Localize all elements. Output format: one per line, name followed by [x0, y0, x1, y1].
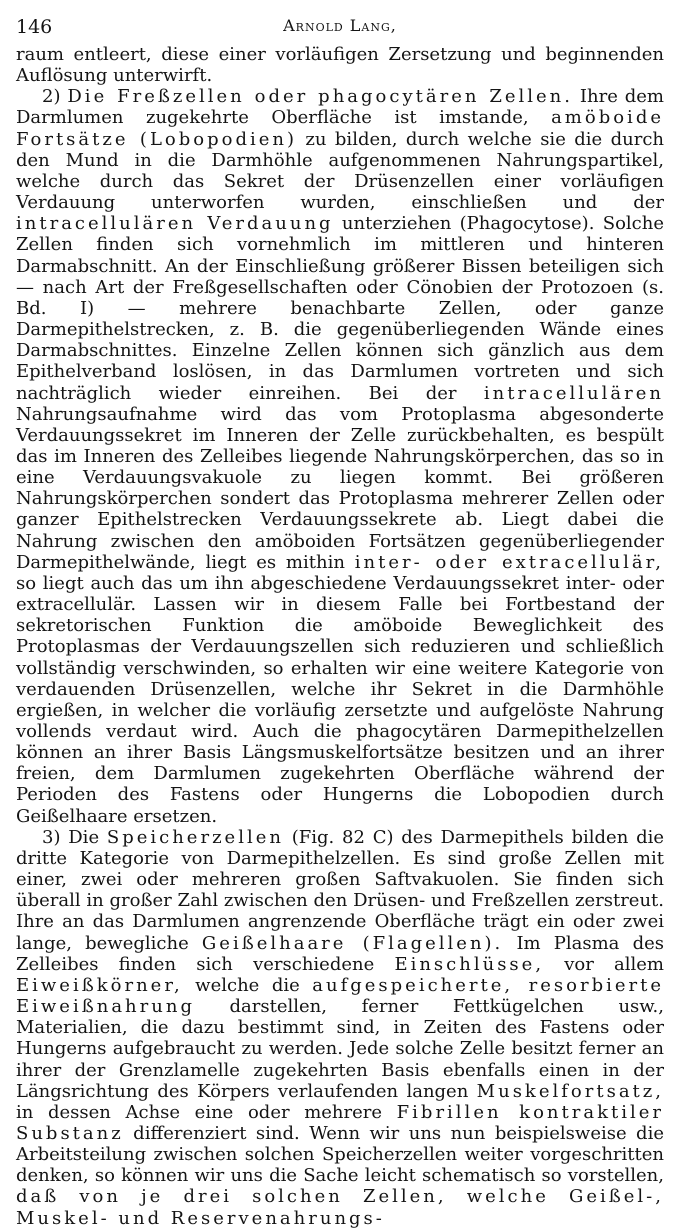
- spaced-emphasis-text: Eiweißkörner,: [16, 974, 183, 996]
- paragraph-text: so liegt auch das um ihn abgeschiedene Verdauungssekret inter- oder extracellulär. Lassen wir in diesem Falle bei Fortbestand der sekretorischen Funktion die amöboide Beweglichkeit des Protoplasmas der Verdauungszellen sich reduzieren und schließlich vollständig verschwinden, so erhalten wir eine weitere Kategorie von verdauenden Drüsenzellen, welche ihr Sekret in die Darmhöhle ergießen, in welcher die vorläufig zersetzte und aufgelöste Nahrung vollends verdaut wird. Auch die phagocytären Darmepithelzellen können an ihrer Basis Längsmuskelfortsätze besitzen und an ihrer freien, dem Darmlumen zugekehrten Oberfläche während der Perioden des Fastens oder Hungerns die Lobopodien durch Geißelhaare ersetzen.: [16, 572, 664, 827]
- paragraph-text: 2): [42, 86, 68, 108]
- paragraph-text: Nahrungsaufnahme wird das vom Protoplasma abgesonderte Verdauungssekret im Inneren der Zelle zurückbehalten, es bespült das im Inneren des Zelleibes liegende Nahrungskörperchen, das so in eine Verdauungsvakuole zu liegen kommt. Bei größeren Nahrungskörperchen sondert das Protoplasma mehrerer Zellen oder ganzer Epithelstrecken Verdauungssekrete ab. Liegt dabei die Nahrung zwischen den amöboiden Fortsätzen gegenüberliegender Darmepithelwände, liegt es mithin: [16, 403, 664, 573]
- paragraph-text: raum entleert, diese einer vorläufigen Zersetzung und beginnenden Auflösung unterwirft.: [16, 44, 664, 87]
- spaced-emphasis-text: Speicherzellen: [106, 826, 284, 848]
- paragraph-text: zu bilden, durch welche sie die durch den Mund in die Darmhöhle aufgenommenen Nahrungspartikel, welche durch das Sekret der Drüsenzellen einer vorläufigen Verdauung unterworfen wurden, einschließen und der: [16, 128, 664, 214]
- spaced-emphasis-text: Fibrillen kontraktiler Substanz: [16, 1101, 665, 1144]
- body-text: [16, 44, 664, 1229]
- paragraph-text: Im Plasma des Zelleibes finden sich verschiedene: [16, 932, 664, 975]
- paragraph-text: Ihre dem Darmlumen zugekehrte Oberfläche ist imstande,: [16, 86, 664, 129]
- running-head: [16, 14, 664, 44]
- paragraph-text: welche die: [182, 974, 313, 996]
- paragraph-text: (Fig. 82 C) des Darmepithels bilden die dritte Kategorie von Darmepithelzellen. Es sind große Zellen mit einer, zwei oder mehreren großen Saftvakuolen. Sie finden sich überall in großer Zahl zwischen den Drüsen- und Freßzellen zerstreut. Ihre an das Darmlumen angrenzende Oberfläche trägt ein oder zwei lange, bewegliche: [16, 826, 664, 954]
- spaced-emphasis-text: inter- oder extracellulär,: [354, 551, 664, 573]
- spaced-emphasis-text: Muskelfortsatz,: [476, 1080, 664, 1102]
- paragraph-text: in dessen Achse eine oder mehrere: [16, 1101, 397, 1123]
- spaced-emphasis-text: Geißelhaare (Flagellen).: [201, 932, 504, 954]
- spaced-emphasis-text: Einschlüsse,: [394, 953, 545, 975]
- paragraph: [16, 827, 664, 1229]
- running-head-author: Arnold Lang,: [283, 16, 397, 35]
- page-number: 146: [16, 16, 53, 38]
- paragraph-text: vor allem: [544, 953, 664, 975]
- paragraph: [16, 86, 664, 826]
- paragraph-text: darstellen, ferner Fettkügelchen usw., Materialien, die dazu bestimmt sind, in Zeiten des Fastens oder Hungerns aufgebraucht zu werden. Jede solche Zelle besitzt ferner an ihrer der Grenzlamelle zugekehrten Basis ebenfalls einen in der Längsrichtung des Körpers verlaufenden langen: [16, 996, 664, 1102]
- paragraph-text: 3) Die: [42, 826, 107, 848]
- spaced-emphasis-text: aufgespeicherte, resorbierte Eiweißnahrung: [16, 974, 664, 1018]
- paragraph: [16, 44, 664, 86]
- spaced-emphasis-text: Die Freßzellen oder phagocytären Zellen.: [67, 86, 573, 108]
- spaced-emphasis-text: daß von je drei solchen Zellen, welche Geißel-, Muskel- und Reservenahrungs-: [16, 1186, 664, 1229]
- paragraph-text: unterziehen (Phagocytose). Solche Zellen finden sich vornehmlich im mittleren und hinteren Darmabschnitt. An der Einschließung größerer Bissen beteiligen sich — nach Art der Freßgesellschaften oder Cönobien der Protozoen (s. Bd. I) — mehrere benachbarte Zellen, oder ganze Darmepithelstrecken, z. B. die gegenüberliegenden Wände eines Darmabschnittes. Einzelne Zellen können sich gänzlich aus dem Epithelverband loslösen, in das Darmlumen vortreten und sich nachträglich wieder einreihen. Bei der: [16, 213, 665, 404]
- spaced-emphasis-text: amöboide Fortsätze (Lobopodien): [16, 107, 664, 150]
- paragraph-text: differenziert sind. Wenn wir uns nun beispielsweise die Arbeitsteilung zwischen solchen Speicherzellen weiter vorgeschritten denken, so können wir uns die Sache leicht schematisch so vorstellen,: [16, 1122, 664, 1187]
- spaced-emphasis-text: intracellulären Verdauung: [16, 213, 334, 235]
- spaced-emphasis-text: intracellulären: [483, 382, 664, 404]
